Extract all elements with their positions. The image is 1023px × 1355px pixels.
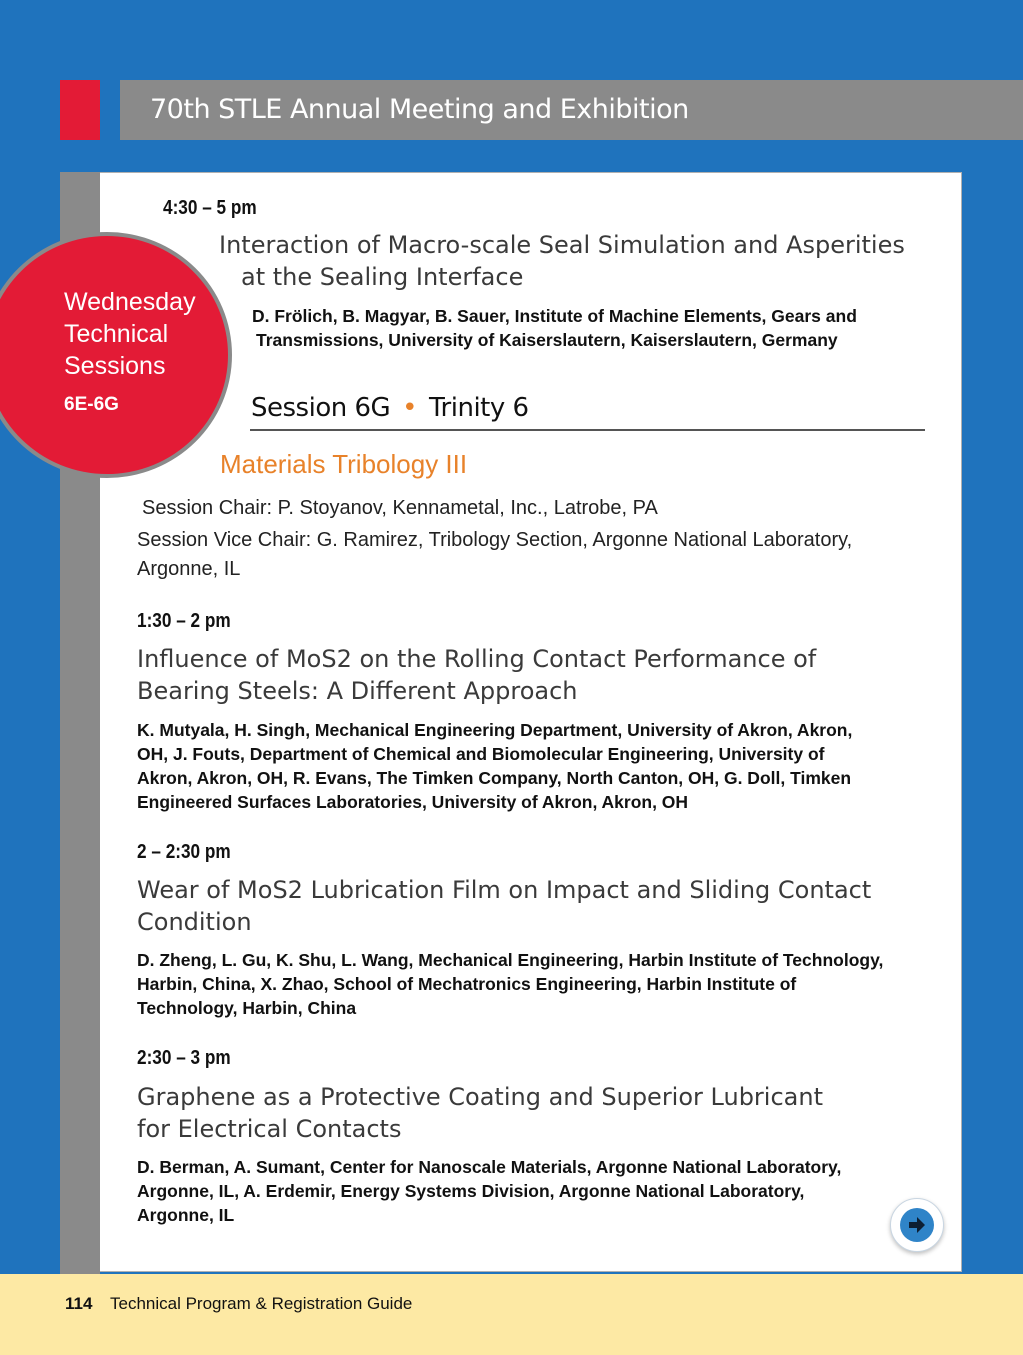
page-footer bbox=[0, 1274, 1023, 1355]
talk-time: 1:30 – 2 pm bbox=[137, 610, 231, 632]
session-vice-chair-line: Session Vice Chair: G. Ramirez, Tribology Section, Argonne National Laboratory, bbox=[137, 529, 853, 551]
session-room: Trinity 6 bbox=[429, 393, 529, 423]
talk-authors-line: D. Zheng, L. Gu, K. Shu, L. Wang, Mechanical Engineering, Harbin Institute of Technology, bbox=[137, 950, 884, 970]
talk-authors-line: Technology, Harbin, China bbox=[137, 998, 357, 1018]
talk-title-line: Wear of MoS2 Lubrication Film on Impact and Sliding Contact bbox=[137, 876, 872, 904]
session-topic: Materials Tribology III bbox=[220, 449, 468, 479]
page-number: 114 bbox=[65, 1294, 93, 1313]
talk-title-line: Interaction of Macro-scale Seal Simulation and Asperities bbox=[219, 231, 905, 259]
page-header: 70th STLE Annual Meeting and Exhibition bbox=[120, 80, 1023, 140]
session-rule bbox=[250, 429, 925, 431]
next-page-button[interactable] bbox=[890, 1198, 944, 1252]
talk-authors-line: D. Frölich, B. Magyar, B. Sauer, Institute of Machine Elements, Gears and bbox=[252, 306, 857, 326]
badge-line-2: Technical bbox=[64, 320, 169, 348]
talk-title-line: Graphene as a Protective Coating and Superior Lubricant bbox=[137, 1083, 823, 1111]
next-button-circle bbox=[900, 1208, 934, 1242]
talk-time: 4:30 – 5 pm bbox=[163, 197, 257, 219]
session-heading bbox=[251, 393, 529, 423]
talk-title-line: at the Sealing Interface bbox=[241, 263, 524, 291]
badge-line-3: Sessions bbox=[64, 352, 166, 380]
talk-authors-line: OH, J. Fouts, Department of Chemical and Biomolecular Engineering, University of bbox=[137, 744, 825, 764]
session-separator: • bbox=[402, 393, 417, 423]
badge-line-1: Wednesday bbox=[64, 288, 196, 316]
talk-authors-line: Transmissions, University of Kaiserslautern, Kaiserslautern, Germany bbox=[256, 330, 838, 350]
session-name: Session 6G bbox=[251, 393, 391, 423]
arrow-right-icon bbox=[907, 1216, 927, 1234]
talk-authors-line: Argonne, IL, A. Erdemir, Energy Systems Division, Argonne National Laboratory, bbox=[137, 1181, 805, 1201]
talk-authors-line: K. Mutyala, H. Singh, Mechanical Engineering Department, University of Akron, Akron, bbox=[137, 720, 853, 740]
talk-title-line: Influence of MoS2 on the Rolling Contact Performance of bbox=[137, 645, 817, 673]
talk-authors-line: D. Berman, A. Sumant, Center for Nanoscale Materials, Argonne National Laboratory, bbox=[137, 1157, 842, 1177]
talk-authors-line: Akron, Akron, OH, R. Evans, The Timken Company, North Canton, OH, G. Doll, Timken bbox=[137, 768, 852, 788]
session-vice-chair-line: Argonne, IL bbox=[137, 558, 241, 580]
guide-title: Technical Program & Registration Guide bbox=[110, 1294, 413, 1313]
talk-authors-line: Engineered Surfaces Laboratories, University of Akron, Akron, OH bbox=[137, 792, 689, 812]
talk-authors-line: Argonne, IL bbox=[137, 1205, 235, 1225]
badge-session-code: 6E-6G bbox=[64, 394, 119, 415]
talk-time: 2 – 2:30 pm bbox=[137, 841, 231, 863]
session-chair: Session Chair: P. Stoyanov, Kennametal, Inc., Latrobe, PA bbox=[142, 497, 658, 519]
talk-time: 2:30 – 3 pm bbox=[137, 1047, 231, 1069]
talk-title-line: Condition bbox=[137, 908, 252, 936]
talk-title-line: for Electrical Contacts bbox=[137, 1115, 402, 1143]
talk-authors-line: Harbin, China, X. Zhao, School of Mechatronics Engineering, Harbin Institute of bbox=[137, 974, 797, 994]
right-blue-strip bbox=[962, 172, 1023, 1274]
talk-title-line: Bearing Steels: A Different Approach bbox=[137, 677, 578, 705]
header-accent-block bbox=[60, 80, 100, 140]
